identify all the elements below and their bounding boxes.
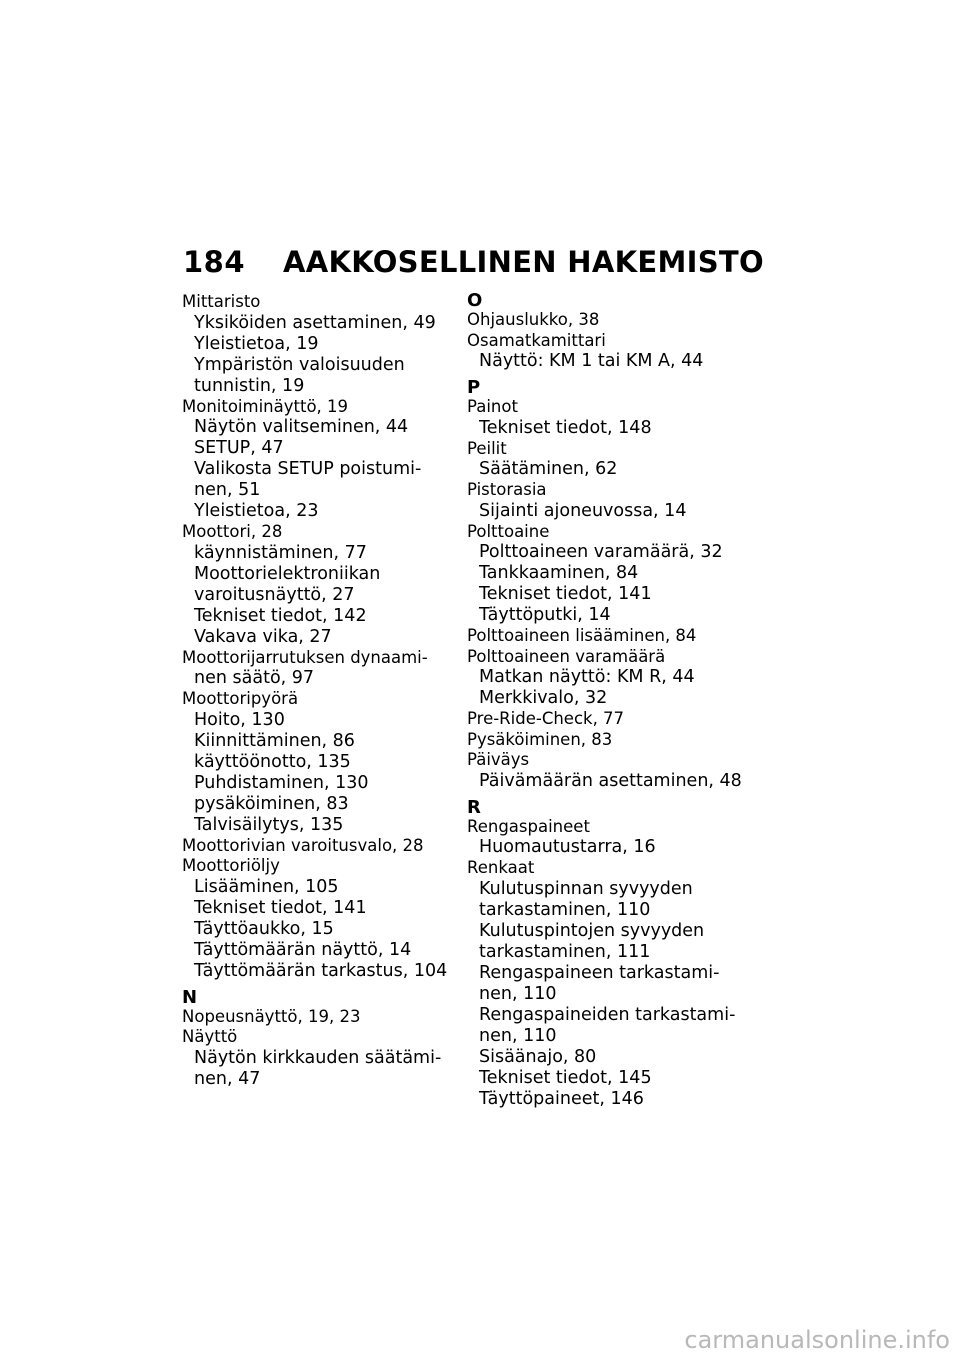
index-entry-main: Renkaat <box>467 858 535 877</box>
index-entry-sub: Huomautustarra, 16 <box>479 837 656 857</box>
index-entry <box>182 856 472 982</box>
index-entry-sub: Talvisäilytys, 135 <box>194 814 344 835</box>
index-entry-sub: nen, 110 <box>479 983 557 1004</box>
index-entry-main: Nopeusnäyttö, 19, 23 <box>182 1006 361 1026</box>
index-entry-sub: tunnistin, 19 <box>194 375 305 396</box>
index-entry-sub: SETUP, 47 <box>194 438 284 458</box>
index-entry-sub: Yleistietoa, 19 <box>194 333 319 354</box>
index-entry-main: Moottoriöljy <box>182 856 280 875</box>
index-entry-sub: Yksiköiden asettaminen, 49 <box>194 312 436 333</box>
index-entry-sub: Vakava vika, 27 <box>194 626 332 647</box>
index-entry-sub: pysäköiminen, 83 <box>194 793 349 814</box>
index-entry <box>467 647 767 710</box>
index-entry <box>467 310 767 331</box>
index-entry <box>182 689 472 836</box>
index-entry <box>182 648 472 690</box>
index-entry-sub: Yleistietoa, 23 <box>194 501 319 521</box>
index-entry-sub: nen säätö, 97 <box>194 668 315 688</box>
index-entry <box>182 292 472 397</box>
index-entry <box>467 397 767 439</box>
index-entry-main: Moottorivian varoitusvalo, 28 <box>182 835 424 855</box>
index-entry-sub: Kulutuspinnan syvyyden <box>479 878 693 899</box>
index-entry-sub: Päivämäärän asettaminen, 48 <box>479 770 742 791</box>
index-entry <box>467 480 767 522</box>
index-entry-sub: Näyttö: KM 1 tai KM A, 44 <box>479 351 704 371</box>
index-entry-main: Osamatkamittari <box>467 330 606 350</box>
index-entry-main: Päiväys <box>467 750 530 769</box>
index-letter-heading: P <box>467 377 481 398</box>
index-entry-sub: Täyttöaukko, 15 <box>194 918 334 939</box>
index-entry-main: Polttoaineen lisääminen, 84 <box>467 626 697 645</box>
index-entry-sub: Tankkaaminen, 84 <box>479 563 639 583</box>
index-entry-main: Ohjauslukko, 38 <box>467 310 600 329</box>
index-column-right <box>467 292 767 1110</box>
index-entry-sub: Säätäminen, 62 <box>479 459 618 479</box>
index-entry-sub: nen, 110 <box>479 1025 557 1046</box>
index-entry-sub: Merkkivalo, 32 <box>479 688 608 708</box>
index-entry <box>467 331 767 373</box>
index-entry-sub: Täyttömäärän näyttö, 14 <box>194 939 412 960</box>
index-entry-sub: Tekniset tiedot, 145 <box>479 1067 652 1088</box>
index-entry <box>467 626 767 647</box>
index-column-left <box>182 292 472 1090</box>
page-number: 184 <box>183 245 246 279</box>
index-entry-sub: käynnistäminen, 77 <box>194 542 367 563</box>
index-entry-sub: nen, 47 <box>194 1068 261 1089</box>
index-entry-sub: varoitusnäyttö, 27 <box>194 584 355 605</box>
index-entry-sub: Lisääminen, 105 <box>194 876 339 897</box>
index-entry <box>467 730 767 751</box>
index-entry-main: Moottorijarrutuksen dynaami- <box>182 647 428 667</box>
index-entry-sub: Tekniset tiedot, 148 <box>479 417 652 438</box>
page-title: AAKKOSELLINEN HAKEMISTO <box>283 245 764 279</box>
index-entry-sub: Matkan näyttö: KM R, 44 <box>479 667 695 687</box>
index-entry <box>182 522 472 648</box>
index-entry-sub: käyttöönotto, 135 <box>194 751 351 772</box>
index-entry <box>467 709 767 730</box>
index-entry-sub: Täyttöpaineet, 146 <box>479 1088 644 1109</box>
watermark: carmanualsonline.info <box>684 1326 950 1354</box>
index-entry-sub: Rengaspaineen tarkastami- <box>479 962 720 983</box>
index-entry-main: Mittaristo <box>182 292 261 311</box>
index-entry <box>467 522 767 627</box>
index-entry-sub: Hoito, 130 <box>194 709 285 730</box>
index-entry-sub: Valikosta SETUP poistumi- <box>194 459 422 479</box>
index-entry-main: Polttoaineen varamäärä <box>467 646 666 666</box>
index-entry-sub: Rengaspaineiden tarkastami- <box>479 1004 736 1025</box>
index-entry <box>467 439 767 481</box>
index-entry-sub: Kulutuspintojen syvyyden <box>479 920 705 941</box>
index-entry-sub: Tekniset tiedot, 142 <box>194 605 367 626</box>
index-entry-sub: Kiinnittäminen, 86 <box>194 730 355 751</box>
index-letter-heading: O <box>467 290 483 311</box>
index-entry-sub: nen, 51 <box>194 480 261 500</box>
index-entry-sub: tarkastaminen, 111 <box>479 941 651 962</box>
index-entry <box>467 858 767 1110</box>
index-entry-main: Painot <box>467 397 518 416</box>
index-entry-sub: Näytön kirkkauden säätämi- <box>194 1047 442 1068</box>
index-entry-sub: Puhdistaminen, 130 <box>194 772 369 793</box>
index-entry-sub: Sijainti ajoneuvossa, 14 <box>479 500 687 521</box>
index-entry-main: Näyttö <box>182 1027 238 1046</box>
index-entry <box>182 836 472 857</box>
index-entry-sub: Tekniset tiedot, 141 <box>194 897 367 918</box>
index-entry-sub: Moottorielektroniikan <box>194 563 381 584</box>
index-letter-heading: N <box>182 986 198 1008</box>
index-entry-sub: Täyttömäärän tarkastus, 104 <box>194 960 448 981</box>
index-entry-main: Rengaspaineet <box>467 816 590 836</box>
index-entry <box>182 397 472 523</box>
index-entry-main: Peilit <box>467 438 507 458</box>
index-entry-main: Moottori, 28 <box>182 522 283 541</box>
index-letter-heading: R <box>467 796 481 818</box>
index-entry-sub: Sisäänajo, 80 <box>479 1046 597 1067</box>
index-entry <box>467 750 767 792</box>
index-entry-sub: Täyttöputki, 14 <box>479 605 611 625</box>
index-entry-main: Pre-Ride-Check, 77 <box>467 709 625 728</box>
index-entry-sub: Ympäristön valoisuuden <box>194 354 405 375</box>
index-entry-main: Moottoripyörä <box>182 689 299 708</box>
index-entry <box>467 817 767 859</box>
index-entry <box>182 1007 472 1028</box>
index-entry-sub: Polttoaineen varamäärä, 32 <box>479 542 723 562</box>
index-entry-main: Pysäköiminen, 83 <box>467 729 613 749</box>
index-entry <box>182 1027 472 1090</box>
index-entry-sub: tarkastaminen, 110 <box>479 899 651 920</box>
index-entry-main: Polttoaine <box>467 521 550 541</box>
index-entry-sub: Tekniset tiedot, 141 <box>479 584 652 604</box>
index-entry-main: Monitoiminäyttö, 19 <box>182 396 349 416</box>
index-entry-main: Pistorasia <box>467 480 547 499</box>
index-entry-sub: Näytön valitseminen, 44 <box>194 417 409 437</box>
